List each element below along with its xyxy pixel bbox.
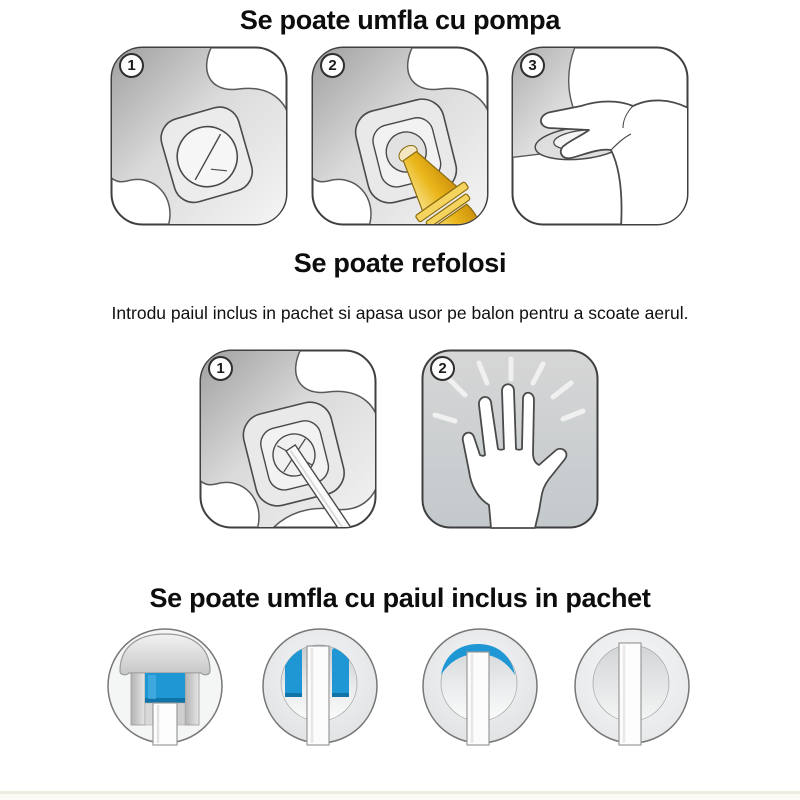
step-badge: 3	[520, 53, 545, 78]
section-straw-title: Se poate umfla cu paiul inclus in pachet	[149, 583, 651, 613]
valve-stage-3	[415, 623, 545, 775]
valve-cross-section-stage-3-icon	[415, 623, 545, 775]
valve-stage-2	[255, 623, 385, 775]
reuse-step-1-panel	[199, 349, 377, 529]
step-badge: 2	[320, 53, 345, 78]
pump-step-2-panel	[311, 46, 489, 226]
reuse-instruction-text: Introdu paiul inclus in pachet si apasa usor pe balon pentru a scoate aerul.	[111, 303, 689, 323]
section-pump-title: Se poate umfla cu pompa	[239, 5, 561, 35]
section-reuse-title: Se poate refolosi	[293, 248, 507, 278]
pump-step-3-panel	[511, 46, 689, 226]
step-badge: 1	[119, 53, 144, 78]
reuse-step-2-panel	[421, 349, 599, 529]
step-badge: 1	[208, 356, 233, 381]
step-badge: 2	[430, 356, 455, 381]
valve-cross-section-stage-4-icon	[567, 623, 697, 775]
valve-cross-section-stage-2-icon	[255, 623, 385, 775]
valve-stage-4	[567, 623, 697, 775]
bottom-strip	[0, 794, 800, 800]
valve-cross-section-stage-1-icon	[100, 623, 230, 775]
pump-step-1-panel	[110, 46, 288, 226]
valve-stage-1	[100, 623, 230, 775]
